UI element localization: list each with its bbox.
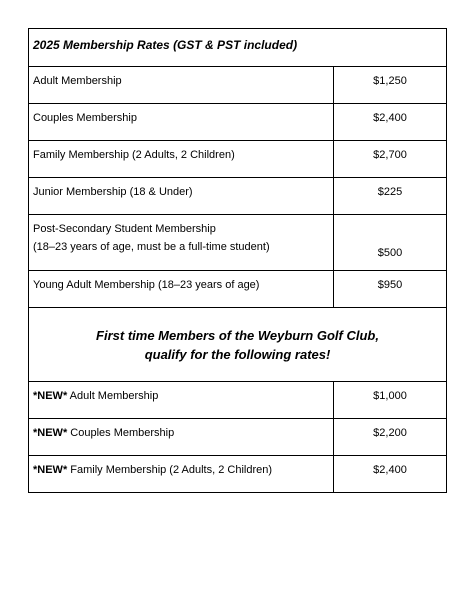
new-tag: *NEW*: [33, 464, 68, 476]
new-tag: *NEW*: [33, 427, 68, 439]
membership-cell: [29, 382, 334, 419]
table-row: [29, 178, 447, 215]
membership-cell: [29, 215, 334, 271]
first-time-banner: [29, 308, 447, 382]
membership-price: $2,400: [334, 456, 447, 493]
membership-name: Couples Membership: [67, 427, 175, 439]
membership-name: Adult Membership: [29, 67, 334, 104]
membership-price: $1,000: [334, 382, 447, 419]
membership-price: $950: [334, 271, 447, 308]
table-row: [29, 382, 447, 419]
membership-rates-table: [28, 28, 447, 493]
membership-price: $225: [334, 178, 447, 215]
banner-line-1: First time Members of the Weyburn Golf Club,: [96, 327, 379, 343]
membership-price: $1,250: [334, 67, 447, 104]
membership-price: $2,200: [334, 419, 447, 456]
table-title: 2025 Membership Rates (GST & PST included): [29, 29, 447, 67]
table-row: [29, 141, 447, 178]
table-row: [29, 104, 447, 141]
membership-name: Adult Membership: [67, 390, 159, 402]
membership-detail: (18–23 years of age, must be a full-time student): [33, 241, 270, 253]
membership-name: Couples Membership: [29, 104, 334, 141]
membership-price: $2,400: [334, 104, 447, 141]
membership-name: Young Adult Membership (18–23 years of age): [29, 271, 334, 308]
table-title-row: [29, 29, 447, 67]
membership-cell: [29, 419, 334, 456]
membership-price: $500: [334, 215, 447, 271]
membership-price: $2,700: [334, 141, 447, 178]
membership-name: Family Membership (2 Adults, 2 Children): [29, 141, 334, 178]
table-row: [29, 67, 447, 104]
table-row: [29, 456, 447, 493]
membership-name: Post-Secondary Student Membership: [33, 223, 216, 235]
membership-cell: [29, 456, 334, 493]
membership-name: Family Membership (2 Adults, 2 Children): [67, 464, 273, 476]
membership-name: Junior Membership (18 & Under): [29, 178, 334, 215]
table-row: [29, 215, 447, 271]
table-row: [29, 419, 447, 456]
first-time-banner-row: [29, 308, 447, 382]
table-row: [29, 271, 447, 308]
new-tag: *NEW*: [33, 390, 68, 402]
banner-line-2: qualify for the following rates!: [144, 346, 331, 362]
